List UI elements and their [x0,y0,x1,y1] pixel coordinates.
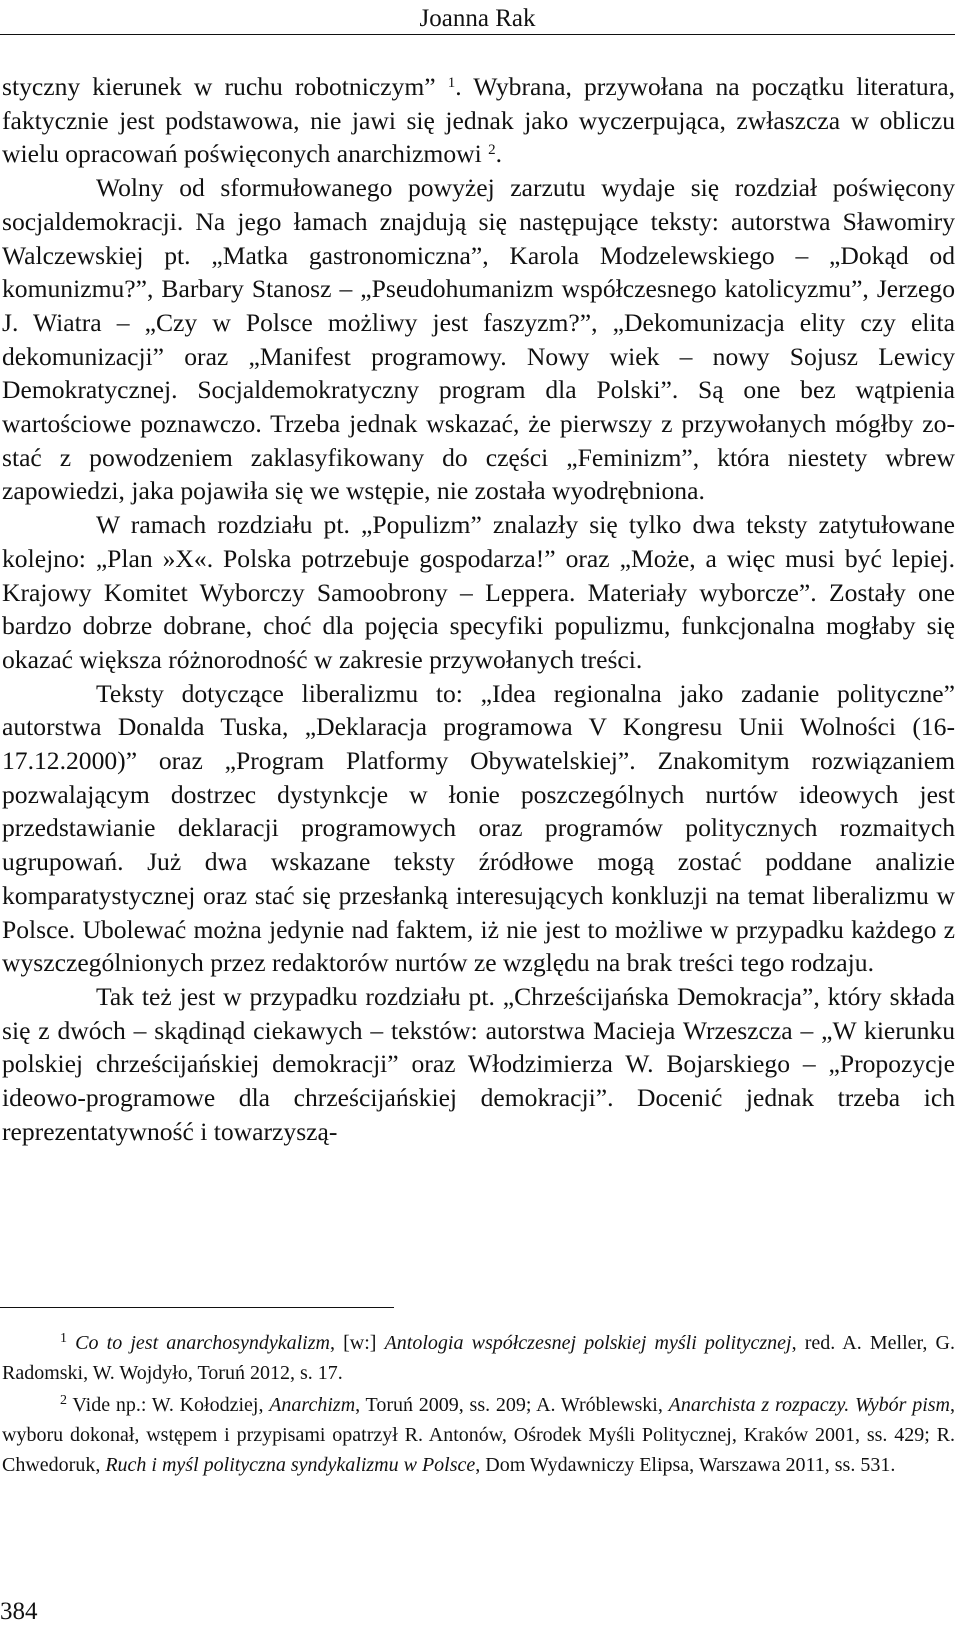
paragraph [2,508,955,677]
italic-title: Anarchista z rozpaczy. Wybór pism [668,1394,950,1416]
text-run: . [495,139,503,169]
paragraph [2,70,955,171]
header-author: Joanna Rak [419,4,537,35]
text-run: W ramach rozdziału pt. „Populizm” znalazły się tylko dwa teksty zatytułowane kolejno: „Plan »X«. Polska potrzebuje gospodarza!” oraz „Może, a więc musi być lepiej. Krajowy Komitet Wyborczy Samoobrony – Leppera. Materiały wyborcze”. Zostały one bardzo dobrze dobrane, choć dla pojęcia specyfiki populizmu, funkcjonalna mogłaby się okazać większa różnorodność w zakresie przywołanych treści. [2,510,955,674]
text-run: . Wybrana, przywołana na początku literatura, faktycznie jest podstawowa, nie jawi się jednak jako wyczerpująca, zwłaszcza w obliczu wielu opracowań poświęconych anarchizmowi [2,72,956,169]
text-run [67,1332,75,1354]
text-run: Tak też jest w przypadku rozdziału pt. „Chrześcijańska Demokracja”, który składa się z dwóch – skądinąd ciekawych – tekstów: autorstwa Macieja Wrzeszcza – „W kierunku polskiej chrześcijańskiej demokracji” oraz Włodzimierza W. Bojarskiego – „Propozycje ideowo-programowe dla chrześcijańskiej demokracji”. Docenić jednak trzeba ich reprezentatywność i towarzyszą- [2,981,955,1146]
italic-title: Anarchizm [269,1394,356,1416]
paragraph [2,980,955,1149]
text-run: Wolny od sformułowanego powyżej zarzutu wydaje się rozdział poświęcony socjaldemokracji. Na jego łamach znajdują się następujące teksty: autorstwa Sławomiry Walczewskiej pt. „Matka gastronomiczna”, Karola Modzelewskiego – „Dokąd od komunizmu?”, Barbary Stanosz – „Pseudohumanizm współczesnego katolicyzmu”, Jerzego J. Wiatra – „Czy w Polsce możliwy jest faszyzm?”, „Dekomunizacja elity czy elita dekomunizacji” oraz „Manifest programowy. Nowy wiek – nowy Sojusz Lewicy Demokratycznej. Socjaldemokratyczny program dla Polski”. Są one bez wątpienia wartościowe poznawczo. Trzeba jednak wskazać, że pierwszy z przywołanych mógłby zostać z powodzeniem zaklasyfikowany do części „Feminizm”, która niestety wbrew zapowiedzi, jaka pojawiła się we wstępie, nie została wyodrębniona. [2,173,955,506]
italic-title: Ruch i myśl polityczna syndykalizmu w Polsce [105,1454,476,1476]
footnote-number: 2 [60,1393,67,1408]
paragraph [2,171,955,508]
text-run: Vide np.: W. Kołodziej, [67,1394,270,1416]
paragraph [2,677,955,980]
footnote-separator [0,1307,394,1308]
page-number: 384 [0,1598,38,1625]
text-run: Teksty dotyczące liberalizmu to: „Idea regionalna jako zadanie polityczne” autorstwa Donalda Tuska, „Deklaracja programowa V Kongresu Unii Wolności (16-17.12.2000)” oraz „Program Platformy Obywatelskiej”. Znakomitym rozwiązaniem pozwalającym dostrzec dystynkcje w łonie poszczególnych nurtów ideowych jest przedstawianie deklaracji programowych oraz programów politycznych rozmaitych ugrupowań. Już dwa wskazane teksty źródłowe mogą zostać poddane analizie komparatystycznej oraz stać się przesłanką interesujących konkluzji na temat liberalizmu w Polsce. Ubolewać można jedynie nad faktem, iż nie jest to możliwe w przypadku każdego z wyszczególnionych przez redaktorów nurtów ze względu na brak treści tego rodzaju. [2,678,955,978]
running-header [0,4,955,35]
footnote-ref: 2 [488,142,496,159]
text-run: , Toruń 2009, ss. 209; A. Wróblewski, [355,1394,669,1416]
footnote-number: 1 [60,1331,67,1346]
footnote [2,1390,955,1480]
header-rule-left [0,10,419,35]
text-run: styczny kierunek w ruchu robotniczym” [2,72,448,101]
text-run: , red. A. Meller, G. Radomski, W. Wojdyło, Toruń 2012, s. 17. [2,1332,955,1384]
footnotes [2,1328,955,1482]
footnote-ref: 1 [447,75,456,91]
italic-title: Antologia współczesnej polskiej myśli politycznej [384,1332,792,1354]
body-text [2,70,955,1149]
text-run: , [w:] [329,1332,385,1354]
italic-title: Co to jest anarchosyndykalizm [75,1332,330,1354]
text-run: , wyboru dokonał, wstępem i przypisami opatrzył R. Antonów, Ośrodek Myśli Politycznej, Kraków 2001, ss. 429; R. Chwedoruk, [2,1394,955,1476]
footnote [2,1328,955,1388]
text-run: , Dom Wydawniczy Elipsa, Warszawa 2011, ss. 531. [475,1454,896,1476]
header-rule-right [536,10,955,35]
